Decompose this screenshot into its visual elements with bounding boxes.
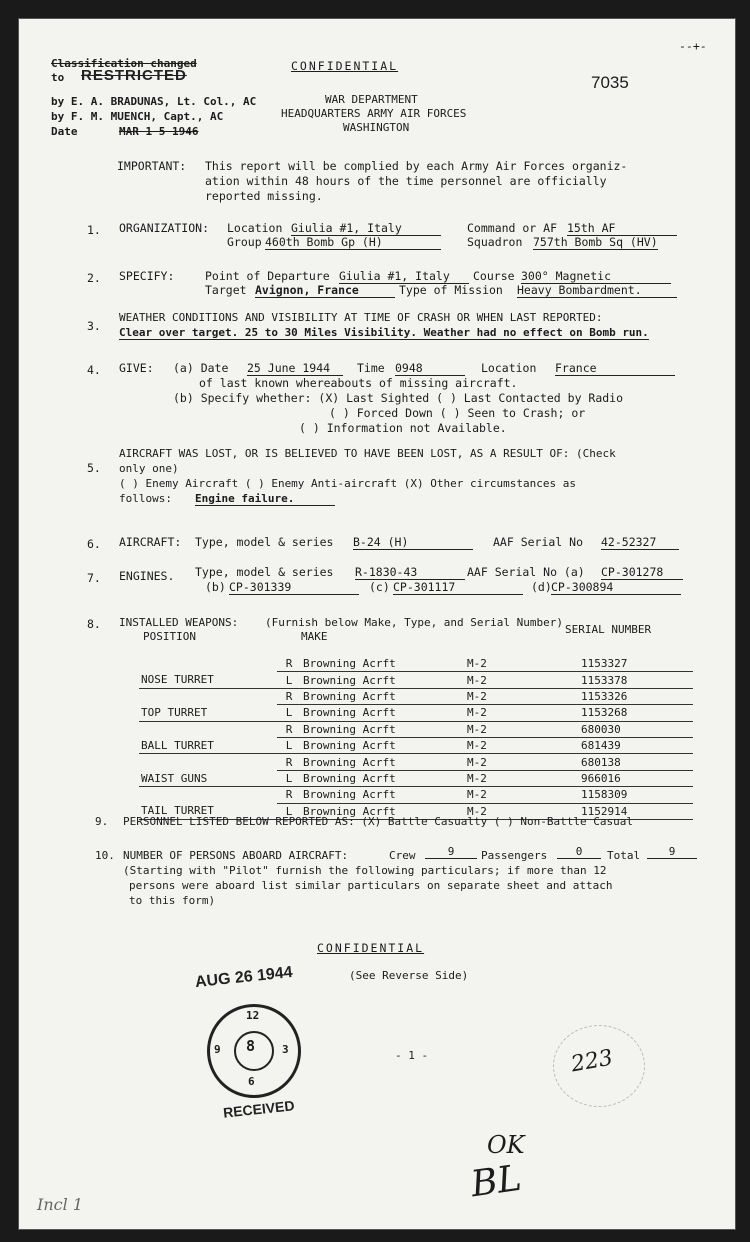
- weapon-make: Browning Acrft: [301, 656, 465, 672]
- give-b-line-3: ( ) Information not Available.: [299, 421, 507, 435]
- item-5-number: 5.: [87, 461, 101, 475]
- weapon-serial: 1153326: [579, 688, 693, 704]
- engine-b: CP-301339: [229, 580, 359, 595]
- weapon-row: [139, 656, 693, 672]
- weapon-make: Browning Acrft: [301, 803, 465, 819]
- weapon-position: [139, 656, 277, 672]
- important-line-3: reported missing.: [205, 189, 323, 203]
- important-line-1: This report will be complied by each Army Air Forces organiz-: [205, 159, 628, 173]
- group-value: 460th Bomb Gp (H): [265, 235, 441, 250]
- squadron-value: 757th Bomb Sq (HV): [533, 235, 658, 249]
- weapon-side: L: [277, 672, 301, 688]
- persons-line-2: (Starting with "Pilot" furnish the following particulars; if more than 12: [123, 864, 607, 877]
- weapon-row: [139, 705, 693, 721]
- received-stamp: RECEIVED: [222, 1097, 296, 1121]
- specify-label: SPECIFY:: [119, 269, 175, 283]
- classification-changed: Classification changed: [51, 57, 197, 70]
- aircraft-type: B-24 (H): [353, 535, 473, 550]
- give-line-2: of last known whereabouts of missing aircraft.: [199, 376, 518, 390]
- engine-a: CP-301278: [601, 565, 683, 580]
- confidential-top: CONFIDENTIAL: [291, 59, 399, 73]
- weapon-serial: 680030: [579, 721, 693, 737]
- weapon-make: Browning Acrft: [301, 737, 465, 753]
- weapon-side: L: [277, 737, 301, 753]
- lost-line-3: ( ) Enemy Aircraft ( ) Enemy Anti-aircraft (X) Other circumstances as: [119, 477, 576, 490]
- confidential-bottom: CONFIDENTIAL: [317, 941, 425, 955]
- incl-note: Incl 1: [37, 1195, 83, 1214]
- initials-mark: BL: [468, 1157, 524, 1206]
- dept-line-3: WASHINGTON: [343, 121, 410, 134]
- loss-time: 0948: [395, 361, 465, 376]
- dept-line-2: HEADQUARTERS ARMY AIR FORCES: [281, 107, 467, 120]
- item-7-number: 7.: [87, 571, 101, 585]
- weapon-position: BALL TURRET: [139, 737, 277, 753]
- weapon-position: [139, 754, 277, 770]
- col-serial: SERIAL NUMBER: [565, 623, 652, 636]
- date-label: Date: [51, 125, 78, 138]
- weapon-serial: 680138: [579, 754, 693, 770]
- weapon-model: M-2: [465, 737, 579, 753]
- total-label: Total: [607, 849, 641, 862]
- command-value: 15th AF: [567, 221, 677, 236]
- date-label-a: (a) Date: [173, 361, 229, 375]
- weapon-serial: 681439: [579, 737, 693, 753]
- circle-number: 223: [569, 1045, 615, 1078]
- crew-label: Crew: [389, 849, 416, 862]
- location-value: Giulia #1, Italy: [291, 221, 441, 236]
- total-value: 9: [647, 845, 697, 859]
- departure-label: Point of Departure: [205, 269, 330, 283]
- weapon-model: M-2: [465, 656, 579, 672]
- give-b-line-1: (b) Specify whether: (X) Last Sighted ( ) Last Contacted by Radio: [173, 391, 624, 405]
- weapon-position: TOP TURRET: [139, 705, 277, 721]
- item-6-number: 6.: [87, 537, 101, 551]
- give-label: GIVE:: [119, 361, 154, 375]
- organization-label: ORGANIZATION:: [119, 221, 210, 235]
- weapon-serial: 1158309: [579, 787, 693, 803]
- item-4-number: 4.: [87, 363, 101, 377]
- aircraft-type-label: Type, model & series: [195, 535, 334, 549]
- weapon-serial: 1153378: [579, 672, 693, 688]
- restricted-stamp: RESTRICTED: [81, 67, 187, 84]
- col-make: MAKE: [301, 630, 328, 643]
- weapon-side: R: [277, 656, 301, 672]
- weapon-position: [139, 688, 277, 704]
- to-label: to: [51, 71, 65, 84]
- crew-value: 9: [425, 845, 477, 859]
- weapon-row: [139, 770, 693, 786]
- weapon-model: M-2: [465, 754, 579, 770]
- passengers-value: 0: [557, 845, 601, 859]
- engine-serial-label: AAF Serial No (a): [467, 565, 585, 579]
- report-page: [18, 18, 736, 1230]
- passengers-label: Passengers: [481, 849, 548, 862]
- weapon-make: Browning Acrft: [301, 672, 465, 688]
- lost-label: AIRCRAFT WAS LOST, OR IS BELIEVED TO HAVE BEEN LOST, AS A RESULT OF: (Check: [119, 447, 616, 460]
- weapon-model: M-2: [465, 803, 579, 819]
- aircraft-serial-label: AAF Serial No: [493, 535, 584, 549]
- weapon-side: R: [277, 754, 301, 770]
- engine-d: CP-300894: [551, 580, 681, 595]
- item-3-number: 3.: [87, 319, 101, 333]
- engine-b-label: (b): [205, 580, 226, 594]
- weapon-make: Browning Acrft: [301, 754, 465, 770]
- important-line-2: ation within 48 hours of the time personnel are officially: [205, 174, 607, 188]
- weapon-model: M-2: [465, 721, 579, 737]
- weapon-make: Browning Acrft: [301, 787, 465, 803]
- location-label: Location: [227, 221, 283, 235]
- weapon-side: R: [277, 787, 301, 803]
- engine-type: R-1830-43: [355, 565, 465, 580]
- weapon-row: [139, 688, 693, 704]
- weapon-position: [139, 787, 277, 803]
- command-label: Command or AF: [467, 221, 558, 235]
- persons-line-3: persons were aboard list similar particulars on separate sheet and attach: [129, 879, 613, 892]
- weather-label: WEATHER CONDITIONS AND VISIBILITY AT TIME OF CRASH OR WHEN LAST REPORTED:: [119, 311, 603, 324]
- weapon-side: L: [277, 770, 301, 786]
- received-clock-stamp: 8 12 9 3 6: [207, 1004, 301, 1098]
- page-number: - 1 -: [395, 1049, 429, 1062]
- engine-c-label: (c): [369, 580, 390, 594]
- weapon-model: M-2: [465, 787, 579, 803]
- squadron-label: Squadron: [467, 235, 523, 249]
- weapons-table: [139, 656, 693, 820]
- weapon-model: M-2: [465, 688, 579, 704]
- weapon-side: L: [277, 705, 301, 721]
- item-9-number: 9.: [95, 815, 109, 828]
- weapon-make: Browning Acrft: [301, 770, 465, 786]
- aircraft-label: AIRCRAFT:: [119, 535, 182, 549]
- location-label-4: Location: [481, 361, 537, 375]
- weapon-row: [139, 754, 693, 770]
- target-value: Avignon, France: [255, 283, 395, 298]
- persons-line-4: to this form): [129, 894, 216, 907]
- group-label: Group: [227, 235, 262, 249]
- engine-type-label: Type, model & series: [195, 565, 334, 579]
- give-b-line-2: ( ) Forced Down ( ) Seen to Crash; or: [329, 406, 586, 420]
- loss-location: France: [555, 361, 675, 376]
- weapon-row: [139, 721, 693, 737]
- persons-label: NUMBER OF PERSONS ABOARD AIRCRAFT:: [123, 849, 349, 862]
- aircraft-serial: 42-52327: [601, 535, 679, 550]
- important-label: IMPORTANT:: [117, 159, 187, 173]
- weapon-position: [139, 721, 277, 737]
- weapon-position: WAIST GUNS: [139, 770, 277, 786]
- course-value: 300° Magnetic: [521, 269, 671, 284]
- weapons-hint: (Furnish below Make, Type, and Serial Number): [265, 616, 564, 629]
- weapon-make: Browning Acrft: [301, 705, 465, 721]
- weapon-serial: 966016: [579, 770, 693, 786]
- received-date-stamp: AUG 26 1944: [194, 963, 294, 992]
- weapons-label: INSTALLED WEAPONS:: [119, 616, 239, 629]
- dept-line-1: WAR DEPARTMENT: [325, 93, 418, 106]
- weapon-model: M-2: [465, 705, 579, 721]
- mission-value: Heavy Bombardment.: [517, 283, 677, 298]
- weapon-row: [139, 737, 693, 753]
- time-label: Time: [357, 361, 385, 375]
- col-position: POSITION: [143, 630, 196, 643]
- course-label: Course: [473, 269, 515, 283]
- personnel-label: PERSONNEL LISTED BELOW REPORTED AS: (X) Battle Casualty ( ) Non-Battle Casual: [123, 815, 633, 828]
- date-value: MAR 1 5 1946: [119, 125, 199, 138]
- weapon-side: R: [277, 721, 301, 737]
- item-1-number: 1.: [87, 223, 101, 237]
- engine-c: CP-301117: [393, 580, 523, 595]
- weapon-row: [139, 672, 693, 688]
- item-2-number: 2.: [87, 271, 101, 285]
- weapon-serial: 1153327: [579, 656, 693, 672]
- engine-d-label: (d): [531, 580, 552, 594]
- weapon-row: [139, 787, 693, 803]
- loss-date: 25 June 1944: [247, 361, 343, 376]
- item-10-number: 10.: [95, 849, 115, 862]
- doc-number: 7035: [591, 73, 629, 92]
- weapon-serial: 1153268: [579, 705, 693, 721]
- follows-value: Engine failure.: [195, 492, 335, 506]
- lost-line-2: only one): [119, 462, 179, 475]
- departure-value: Giulia #1, Italy: [339, 269, 469, 284]
- ok-mark: OK: [487, 1131, 525, 1159]
- weapon-position: NOSE TURRET: [139, 672, 277, 688]
- mission-label: Type of Mission: [399, 283, 503, 297]
- reverse-note: (See Reverse Side): [349, 969, 469, 982]
- by-line-2: by F. M. MUENCH, Capt., AC: [51, 110, 224, 123]
- weapon-side: L: [277, 803, 301, 819]
- weapon-model: M-2: [465, 770, 579, 786]
- target-label: Target: [205, 283, 247, 297]
- weapon-make: Browning Acrft: [301, 688, 465, 704]
- weather-value: Clear over target. 25 to 30 Miles Visibility. Weather had no effect on Bomb run.: [119, 326, 649, 339]
- weapon-serial: 1152914: [579, 803, 693, 819]
- item-8-number: 8.: [87, 617, 101, 631]
- weapon-side: R: [277, 688, 301, 704]
- weapon-model: M-2: [465, 672, 579, 688]
- engines-label: ENGINES.: [119, 569, 175, 583]
- weapon-position: TAIL TURRET: [139, 803, 277, 819]
- weapon-make: Browning Acrft: [301, 721, 465, 737]
- by-line-1: by E. A. BRADUNAS, Lt. Col., AC: [51, 95, 257, 108]
- corner-mark: --+-: [679, 39, 707, 53]
- follows-label: follows:: [119, 492, 172, 505]
